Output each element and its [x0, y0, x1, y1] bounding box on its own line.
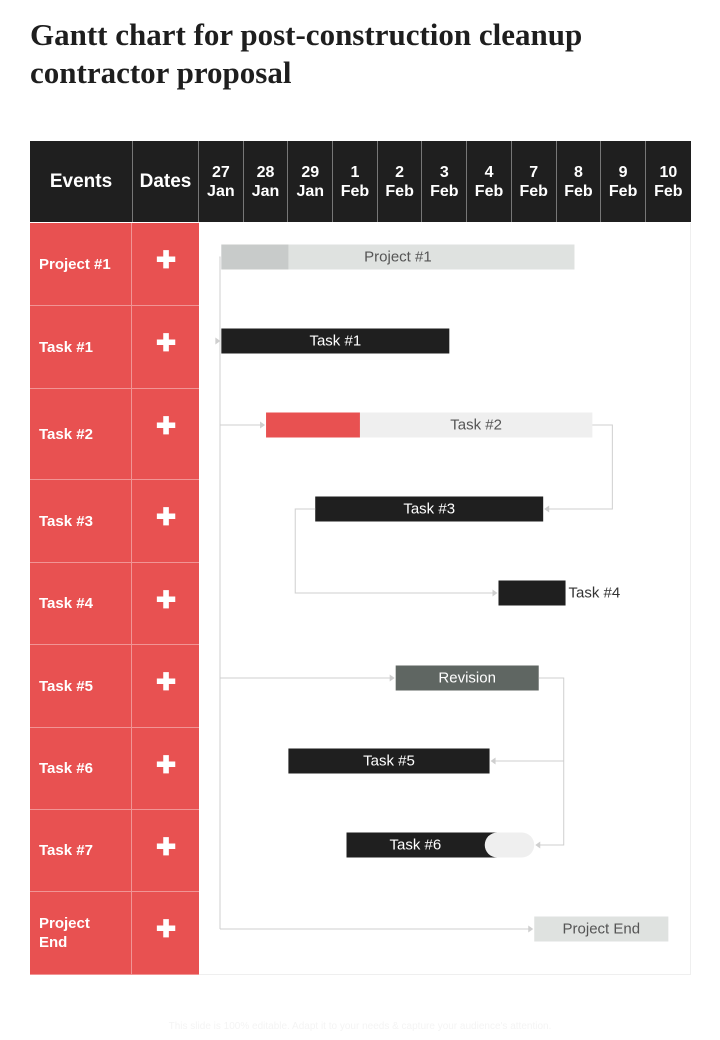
- plus-icon: ✚: [155, 504, 177, 531]
- plus-icon: ✚: [155, 413, 177, 440]
- timeline-day-4: 2 Feb: [378, 141, 423, 222]
- timeline-day-9: 9 Feb: [601, 141, 646, 222]
- gantt-bar-label: Task #2: [450, 416, 502, 434]
- timeline-day-8: 8 Feb: [557, 141, 602, 222]
- event-row: [30, 223, 199, 306]
- event-label: Task #5: [30, 645, 132, 727]
- page-title: Gantt chart for post-construction cleanup contractor proposal: [30, 17, 583, 90]
- events-header: Events: [30, 141, 133, 222]
- event-label: Task #6: [30, 728, 132, 809]
- plus-icon: ✚: [155, 587, 177, 614]
- event-row: [30, 645, 199, 728]
- gantt-bar-label: Revision: [438, 669, 496, 687]
- event-label: Project End: [30, 892, 132, 974]
- connector-line: [295, 509, 496, 593]
- connector-arrow: [390, 675, 395, 682]
- gantt-header-row: [30, 141, 691, 222]
- event-label: Project #1: [30, 223, 132, 305]
- gantt-bar-label: Task #6: [389, 836, 442, 854]
- footer-note: This slide is 100% editable. Adapt it to your needs & capture your audience's attention.: [168, 1021, 552, 1032]
- event-row: [30, 728, 199, 810]
- gantt-bar-label: Project #1: [364, 248, 432, 266]
- connector-arrow: [491, 758, 496, 765]
- event-row: [30, 810, 199, 892]
- plus-icon: ✚: [155, 669, 177, 696]
- timeline-day-1: 28 Jan: [244, 141, 289, 222]
- timeline-day-2: 29 Jan: [288, 141, 333, 222]
- plus-icon: ✚: [155, 247, 177, 274]
- connector-arrow: [535, 842, 540, 849]
- dates-header: Dates: [133, 141, 199, 222]
- gantt-bar-label: Project End: [562, 920, 641, 938]
- event-label: Task #3: [30, 480, 132, 562]
- event-label: Task #4: [30, 563, 132, 644]
- connector-spine: [219, 257, 220, 929]
- timeline-day-10: 10 Feb: [654, 163, 683, 200]
- connector-arrow: [492, 590, 497, 597]
- timeline-day-0: 27 Jan: [199, 141, 244, 222]
- gantt-bar: [498, 581, 565, 606]
- timeline-day-3: 1 Feb: [333, 141, 378, 222]
- gantt-chart-area: [199, 223, 691, 975]
- event-row: [30, 892, 199, 975]
- connector-arrow: [528, 926, 533, 933]
- event-label: Task #7: [30, 810, 132, 891]
- plus-icon: ✚: [155, 330, 177, 357]
- gantt-bar-label: Task #4: [568, 584, 621, 602]
- plus-icon: ✚: [155, 916, 177, 943]
- plus-icon: ✚: [155, 834, 177, 861]
- connector-line: [546, 425, 612, 509]
- connector-arrow: [544, 506, 549, 513]
- gantt-bar-progress: [221, 245, 288, 270]
- plus-icon: ✚: [155, 752, 177, 779]
- gantt-bar-label: Task #5: [363, 752, 415, 770]
- event-row: [30, 563, 199, 645]
- timeline-day-7: 7 Feb: [512, 141, 557, 222]
- event-row: [30, 389, 199, 480]
- gantt-bar-cap-round: [485, 833, 510, 858]
- event-row: [30, 480, 199, 563]
- timeline-day-5: 3 Feb: [423, 141, 468, 222]
- gantt-chart: [199, 223, 691, 975]
- event-label: Task #2: [30, 389, 132, 479]
- event-row: [30, 306, 199, 389]
- gantt-bar-progress: [266, 413, 360, 438]
- event-label: Task #1: [30, 306, 132, 388]
- gantt-bar-label: Task #1: [309, 332, 362, 350]
- gantt-bar-label: Task #3: [403, 500, 456, 518]
- connector-arrow: [260, 422, 265, 429]
- timeline-day-6: 4 Feb: [467, 141, 512, 222]
